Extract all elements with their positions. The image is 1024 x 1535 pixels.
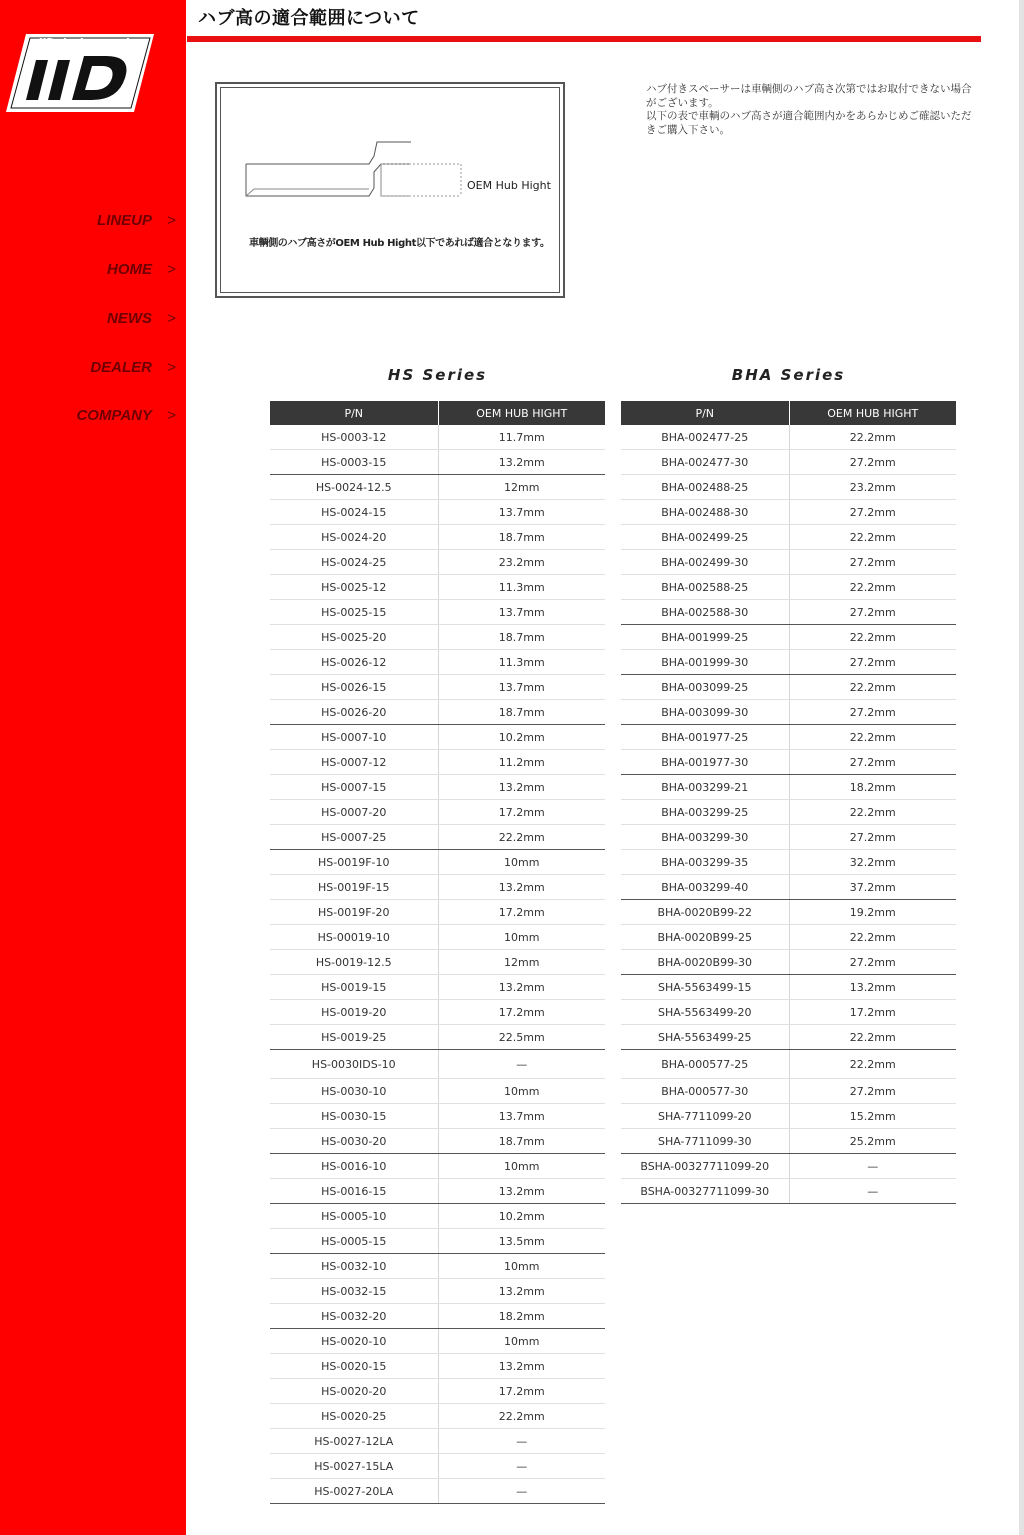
hub-height-cell: 22.2mm <box>789 425 956 450</box>
table-row <box>270 1329 605 1354</box>
part-number-cell: HS-0003-12 <box>270 425 438 450</box>
table-row <box>270 625 605 650</box>
part-number-cell: HS-0007-12 <box>270 750 438 775</box>
hub-height-cell: 10mm <box>438 1079 605 1104</box>
hub-height-cell: 18.7mm <box>438 625 605 650</box>
part-number-cell: HS-0016-10 <box>270 1154 438 1179</box>
table-row <box>621 850 956 875</box>
part-number-cell: BHA-003299-40 <box>621 875 789 900</box>
part-number-cell: BHA-003299-30 <box>621 825 789 850</box>
hub-height-cell: 22.5mm <box>438 1025 605 1050</box>
hub-height-cell: 27.2mm <box>789 750 956 775</box>
hub-height-cell: 23.2mm <box>789 475 956 500</box>
part-number-cell: HS-0007-10 <box>270 725 438 750</box>
diagram-caption: 車輌側のハブ高さがOEM Hub Hight以下であれば適合となります。 <box>249 238 550 249</box>
table-row <box>621 975 956 1000</box>
table-row <box>621 550 956 575</box>
hub-height-cell: — <box>438 1454 605 1479</box>
table-row <box>270 1304 605 1329</box>
hub-height-cell: 12mm <box>438 950 605 975</box>
part-number-cell: HS-0025-12 <box>270 575 438 600</box>
hub-height-cell: 27.2mm <box>789 700 956 725</box>
part-number-cell: BSHA-00327711099-20 <box>621 1154 789 1179</box>
column-header-pn: P/N <box>621 401 789 425</box>
hub-height-cell: 27.2mm <box>789 825 956 850</box>
part-number-cell: HS-0005-10 <box>270 1204 438 1229</box>
table-row <box>621 650 956 675</box>
nav-company[interactable] <box>6 407 176 424</box>
hub-height-cell: 10.2mm <box>438 725 605 750</box>
table-row <box>270 1254 605 1279</box>
hub-height-diagram <box>215 82 565 298</box>
logo-tagline: IID design product <box>38 36 148 49</box>
table-row <box>270 450 605 475</box>
table-row <box>621 1025 956 1050</box>
part-number-cell: HS-0019-12.5 <box>270 950 438 975</box>
part-number-cell: BHA-002499-25 <box>621 525 789 550</box>
hub-height-cell: 10mm <box>438 1329 605 1354</box>
part-number-cell: HS-0007-15 <box>270 775 438 800</box>
table-row <box>270 1479 605 1504</box>
column-header-hub-height: OEM HUB HIGHT <box>789 401 956 425</box>
part-number-cell: BHA-002477-30 <box>621 450 789 475</box>
intro-paragraph: 以下の表で車輌のハブ高さが適合範囲内かをあらかじめご確認いただきご購入下さい。 <box>646 110 972 136</box>
part-number-cell: HS-0026-20 <box>270 700 438 725</box>
table-row <box>270 950 605 975</box>
part-number-cell: HS-00019-10 <box>270 925 438 950</box>
hub-height-cell: 22.2mm <box>789 1050 956 1079</box>
part-number-cell: HS-0030-10 <box>270 1079 438 1104</box>
part-number-cell: HS-0019F-10 <box>270 850 438 875</box>
part-number-cell: HS-0020-25 <box>270 1404 438 1429</box>
table-row <box>270 1129 605 1154</box>
part-number-cell: BHA-002588-25 <box>621 575 789 600</box>
hub-height-cell: 22.2mm <box>789 1025 956 1050</box>
part-number-cell: HS-0019-15 <box>270 975 438 1000</box>
nav-dealer[interactable] <box>6 359 176 376</box>
part-number-cell: BHA-000577-30 <box>621 1079 789 1104</box>
hub-height-cell: 13.2mm <box>438 1279 605 1304</box>
table-row <box>270 925 605 950</box>
table-row <box>621 825 956 850</box>
hub-height-cell: 13.2mm <box>438 1179 605 1204</box>
part-number-cell: BHA-003099-25 <box>621 675 789 700</box>
hub-height-cell: 37.2mm <box>789 875 956 900</box>
part-number-cell: BSHA-00327711099-30 <box>621 1179 789 1204</box>
nav-label: LINEUP <box>96 212 152 229</box>
table-row <box>270 475 605 500</box>
table-row <box>270 575 605 600</box>
hs-series-table <box>270 401 605 1504</box>
part-number-cell: HS-0030IDS-10 <box>270 1050 438 1079</box>
hub-height-cell: 13.2mm <box>789 975 956 1000</box>
table-row <box>270 975 605 1000</box>
chevron-right-icon: > <box>167 407 176 424</box>
hub-height-cell: 13.2mm <box>438 875 605 900</box>
hub-height-cell: — <box>438 1050 605 1079</box>
part-number-cell: BHA-003299-35 <box>621 850 789 875</box>
table-row <box>621 1129 956 1154</box>
table-row <box>270 1079 605 1104</box>
part-number-cell: SHA-5563499-15 <box>621 975 789 1000</box>
table-row <box>621 625 956 650</box>
hub-height-cell: 17.2mm <box>789 1000 956 1025</box>
table-row <box>270 1025 605 1050</box>
nav-home[interactable] <box>6 261 176 278</box>
hub-height-cell: 13.2mm <box>438 775 605 800</box>
part-number-cell: HS-0019F-15 <box>270 875 438 900</box>
table-row <box>621 1079 956 1104</box>
hub-height-cell: 10.2mm <box>438 1204 605 1229</box>
hub-height-cell: 13.7mm <box>438 675 605 700</box>
hub-height-cell: 23.2mm <box>438 550 605 575</box>
table-row <box>621 900 956 925</box>
table-row <box>621 700 956 725</box>
hub-height-cell: 15.2mm <box>789 1104 956 1129</box>
nav-label: DEALER <box>90 359 152 376</box>
table-row <box>621 750 956 775</box>
part-number-cell: BHA-002477-25 <box>621 425 789 450</box>
chevron-right-icon: > <box>167 261 176 278</box>
hub-height-cell: 12mm <box>438 475 605 500</box>
column-header-hub-height: OEM HUB HIGHT <box>438 401 605 425</box>
page-edge <box>1019 0 1024 1535</box>
part-number-cell: BHA-003099-30 <box>621 700 789 725</box>
part-number-cell: HS-0016-15 <box>270 1179 438 1204</box>
part-number-cell: BHA-002488-30 <box>621 500 789 525</box>
table-row <box>270 850 605 875</box>
intro-text <box>646 83 980 137</box>
nav-label: HOME <box>107 261 152 278</box>
part-number-cell: HS-0007-25 <box>270 825 438 850</box>
hub-height-cell: 13.5mm <box>438 1229 605 1254</box>
table-row <box>621 1154 956 1179</box>
sidebar <box>0 0 186 1535</box>
part-number-cell: HS-0019-20 <box>270 1000 438 1025</box>
hub-height-cell: 18.2mm <box>789 775 956 800</box>
nav-label: NEWS <box>107 310 152 327</box>
diagram-label: OEM Hub Hight <box>467 179 551 192</box>
hub-height-cell: 18.7mm <box>438 700 605 725</box>
part-number-cell: HS-0025-15 <box>270 600 438 625</box>
hub-height-cell: 17.2mm <box>438 1379 605 1404</box>
hub-height-cell: 27.2mm <box>789 450 956 475</box>
table-row <box>621 1104 956 1129</box>
hs-series-title: HS Series <box>387 366 488 384</box>
table-row <box>270 650 605 675</box>
table-row <box>621 600 956 625</box>
table-row <box>621 450 956 475</box>
table-row <box>621 725 956 750</box>
part-number-cell: BHA-001999-30 <box>621 650 789 675</box>
part-number-cell: HS-0020-15 <box>270 1354 438 1379</box>
nav-news[interactable] <box>6 310 176 327</box>
table-row <box>270 1404 605 1429</box>
header-divider <box>187 36 981 42</box>
chevron-right-icon: > <box>167 359 176 376</box>
table-row <box>621 1050 956 1079</box>
hub-height-cell: 22.2mm <box>789 725 956 750</box>
table-row <box>270 525 605 550</box>
nav-lineup[interactable] <box>6 212 176 229</box>
part-number-cell: HS-0005-15 <box>270 1229 438 1254</box>
part-number-cell: HS-0007-20 <box>270 800 438 825</box>
hub-height-cell: — <box>438 1479 605 1504</box>
part-number-cell: BHA-002588-30 <box>621 600 789 625</box>
part-number-cell: BHA-001999-25 <box>621 625 789 650</box>
chevron-right-icon: > <box>167 212 176 229</box>
part-number-cell: BHA-002488-25 <box>621 475 789 500</box>
table-row <box>621 875 956 900</box>
intro-paragraph: ハブ付きスペーサーは車輌側のハブ高さ次第ではお取付できない場合がございます。 <box>646 83 972 109</box>
table-row <box>270 700 605 725</box>
table-row <box>270 500 605 525</box>
part-number-cell: HS-0032-15 <box>270 1279 438 1304</box>
hub-height-cell: 27.2mm <box>789 600 956 625</box>
table-row <box>270 1204 605 1229</box>
hub-height-cell: 11.7mm <box>438 425 605 450</box>
hub-height-cell: 22.2mm <box>789 625 956 650</box>
part-number-cell: SHA-5563499-25 <box>621 1025 789 1050</box>
table-row <box>621 575 956 600</box>
table-row <box>270 1000 605 1025</box>
table-row <box>621 775 956 800</box>
hub-height-cell: 13.7mm <box>438 600 605 625</box>
hub-height-cell: 17.2mm <box>438 1000 605 1025</box>
hub-height-cell: 27.2mm <box>789 950 956 975</box>
table-header-row <box>621 401 956 425</box>
table-row <box>270 600 605 625</box>
page-title: ハブ高の適合範囲について <box>198 8 420 29</box>
part-number-cell: HS-0027-12LA <box>270 1429 438 1454</box>
table-row <box>621 475 956 500</box>
part-number-cell: HS-0024-12.5 <box>270 475 438 500</box>
part-number-cell: BHA-002499-30 <box>621 550 789 575</box>
iid-logo[interactable] <box>6 34 154 112</box>
hub-height-cell: 18.7mm <box>438 525 605 550</box>
hub-height-cell: 27.2mm <box>789 550 956 575</box>
hub-height-cell: 27.2mm <box>789 1079 956 1104</box>
part-number-cell: HS-0026-12 <box>270 650 438 675</box>
table-row <box>270 1229 605 1254</box>
hub-height-cell: — <box>438 1429 605 1454</box>
part-number-cell: HS-0032-10 <box>270 1254 438 1279</box>
part-number-cell: BHA-0020B99-22 <box>621 900 789 925</box>
hub-height-cell: 22.2mm <box>438 1404 605 1429</box>
table-row <box>270 1154 605 1179</box>
hub-height-cell: — <box>789 1179 956 1204</box>
part-number-cell: BHA-003299-21 <box>621 775 789 800</box>
table-row <box>270 1379 605 1404</box>
bha-series-title: BHA Series <box>731 366 846 384</box>
table-row <box>270 875 605 900</box>
page-header <box>198 4 420 30</box>
part-number-cell: BHA-003299-25 <box>621 800 789 825</box>
part-number-cell: HS-0003-15 <box>270 450 438 475</box>
hub-height-cell: 22.2mm <box>789 800 956 825</box>
table-header-row <box>270 401 605 425</box>
table-row <box>621 425 956 450</box>
table-row <box>621 1000 956 1025</box>
table-row <box>270 675 605 700</box>
part-number-cell: BHA-0020B99-30 <box>621 950 789 975</box>
part-number-cell: BHA-000577-25 <box>621 1050 789 1079</box>
part-number-cell: HS-0024-25 <box>270 550 438 575</box>
part-number-cell: HS-0019-25 <box>270 1025 438 1050</box>
part-number-cell: HS-0030-15 <box>270 1104 438 1129</box>
table-row <box>621 525 956 550</box>
hub-height-cell: 10mm <box>438 850 605 875</box>
hub-height-cell: 22.2mm <box>789 525 956 550</box>
table-row <box>621 675 956 700</box>
table-row <box>270 725 605 750</box>
hub-height-cell: 22.2mm <box>789 675 956 700</box>
table-row <box>621 800 956 825</box>
table-row <box>621 500 956 525</box>
hub-height-cell: 17.2mm <box>438 900 605 925</box>
bha-series-table <box>621 401 956 1204</box>
table-row <box>270 1104 605 1129</box>
hub-height-cell: 10mm <box>438 925 605 950</box>
part-number-cell: SHA-7711099-30 <box>621 1129 789 1154</box>
table-row <box>270 425 605 450</box>
hub-height-cell: 22.2mm <box>438 825 605 850</box>
part-number-cell: HS-0024-15 <box>270 500 438 525</box>
nav-label: COMPANY <box>76 407 152 424</box>
hub-height-cell: 13.2mm <box>438 1354 605 1379</box>
column-header-pn: P/N <box>270 401 438 425</box>
table-row <box>270 1429 605 1454</box>
table-row <box>270 1050 605 1079</box>
table-row <box>270 550 605 575</box>
hub-height-cell: 10mm <box>438 1254 605 1279</box>
table-row <box>270 800 605 825</box>
hub-height-cell: 25.2mm <box>789 1129 956 1154</box>
part-number-cell: BHA-001977-30 <box>621 750 789 775</box>
diagram-frame <box>220 87 560 293</box>
hub-height-cell: 27.2mm <box>789 500 956 525</box>
hub-height-cell: 13.2mm <box>438 450 605 475</box>
hub-height-cell: 18.7mm <box>438 1129 605 1154</box>
part-number-cell: HS-0020-20 <box>270 1379 438 1404</box>
table-row <box>621 925 956 950</box>
part-number-cell: SHA-5563499-20 <box>621 1000 789 1025</box>
table-row <box>270 1179 605 1204</box>
part-number-cell: HS-0020-10 <box>270 1329 438 1354</box>
hub-height-cell: 10mm <box>438 1154 605 1179</box>
hub-height-cell: — <box>789 1154 956 1179</box>
hub-height-cell: 22.2mm <box>789 925 956 950</box>
hub-height-cell: 17.2mm <box>438 800 605 825</box>
table-row <box>270 1454 605 1479</box>
hub-height-cell: 11.3mm <box>438 650 605 675</box>
table-row <box>621 1179 956 1204</box>
hub-height-cell: 13.2mm <box>438 975 605 1000</box>
part-number-cell: BHA-001977-25 <box>621 725 789 750</box>
hub-height-cell: 19.2mm <box>789 900 956 925</box>
table-row <box>270 1279 605 1304</box>
table-row <box>270 825 605 850</box>
hub-height-cell: 32.2mm <box>789 850 956 875</box>
part-number-cell: HS-0027-15LA <box>270 1454 438 1479</box>
table-row <box>621 950 956 975</box>
part-number-cell: HS-0027-20LA <box>270 1479 438 1504</box>
hub-height-cell: 22.2mm <box>789 575 956 600</box>
table-row <box>270 775 605 800</box>
table-row <box>270 750 605 775</box>
hub-height-cell: 13.7mm <box>438 1104 605 1129</box>
hub-height-cell: 11.2mm <box>438 750 605 775</box>
hub-height-cell: 18.2mm <box>438 1304 605 1329</box>
table-row <box>270 1354 605 1379</box>
hub-height-cell: 13.7mm <box>438 500 605 525</box>
table-row <box>270 900 605 925</box>
part-number-cell: HS-0025-20 <box>270 625 438 650</box>
part-number-cell: HS-0024-20 <box>270 525 438 550</box>
chevron-right-icon: > <box>167 310 176 327</box>
part-number-cell: BHA-0020B99-25 <box>621 925 789 950</box>
hub-height-cell: 11.3mm <box>438 575 605 600</box>
hub-height-cell: 27.2mm <box>789 650 956 675</box>
part-number-cell: SHA-7711099-20 <box>621 1104 789 1129</box>
part-number-cell: HS-0030-20 <box>270 1129 438 1154</box>
part-number-cell: HS-0019F-20 <box>270 900 438 925</box>
part-number-cell: HS-0026-15 <box>270 675 438 700</box>
part-number-cell: HS-0032-20 <box>270 1304 438 1329</box>
